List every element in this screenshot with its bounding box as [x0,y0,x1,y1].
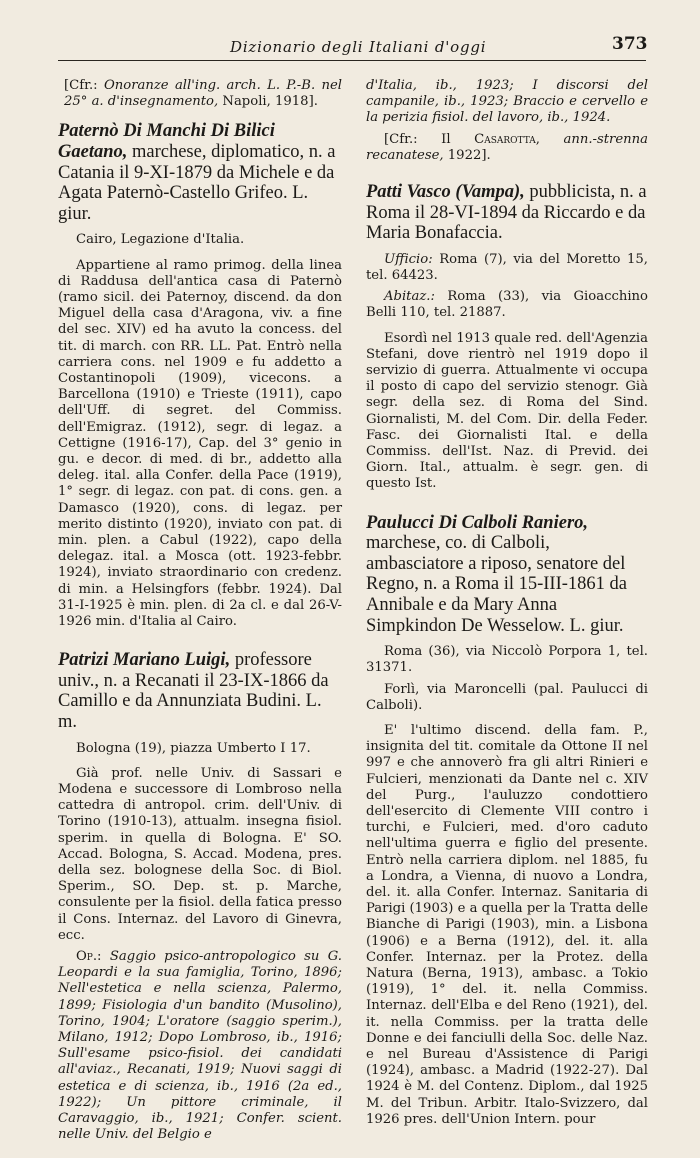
header-title: Dizionario degli Italiani d'oggi [230,38,487,56]
entry-name: Patrizi Mariano Luigi, [58,650,231,671]
home-address: Roma (33), via Gioacchino Belli 110, tel. 21887. [366,289,648,321]
continued-reference [366,132,648,164]
right-column [366,78,648,1142]
home-label: Abitaz.: [384,289,435,305]
entry-home [366,289,648,321]
entry-name: Paternò Di Manchi Di Bilici Gaetano, [58,121,275,162]
office-label: Ufficio: [384,251,433,267]
reference-lead: [Cfr.: [64,78,98,93]
entry-patrizi [58,650,342,1143]
works-list: Saggio psico-antropologico su G. Leopardi e la sua famiglia, Torino, 1896; Nell'estetica e nella scienza, Palermo, 1899; Fisiologia d'un bandito (Musolino), Torino, 1904; L'oratore (saggio sperim.), Milano, 1912; Dopo Lombroso, ib., 1916; Sull'esame psico-fisiol. dei candidati all'aviaz., Recanati, 1919; Nuovi saggi di estetica e di scienza, ib., 1916 (2a ed., 1922); Un pittore criminale, il Caravaggio, ib., 1921; Confer. scient. nelle Univ. del Belgio e [58,949,342,1143]
continued-works: d'Italia, ib., 1923; I discorsi del campanile, ib., 1923; Braccio e cervello e la perizia fisiol. del lavoro, ib., 1924. [366,78,648,126]
entry-biography: Già prof. nelle Univ. di Sassari e Modena e successore di Lombroso nella cattedra di antropol. crim. dell'Univ. di Torino (1910-13), attualm. insegna fisiol. sperim. in quella di Bologna. E' SO. Accad. Bologna, S. Accad. Modena, pres. della sez. bolognese della Soc. di Biol. Sperim., SO. Dep. st. p. Marche, consulente per la fisiol. della fatica presso il Cons. Internaz. del Lavoro di Ginevra, ecc. [58,765,342,943]
header-rule [58,60,646,61]
entry-biography: E' l'ultimo discend. della fam. P., insignita del tit. comitale da Ottone II nel 997 e che annoverò fra gli altri Rinieri e Fulcieri, menzionati da Dante nel c. XIV del Purg., l'auluzzo condottiero dell'esercito di Clemente VIII contro i turchi, e Fulcieri, med. d'oro caduto nell'ultima guerra e figlio del presente. Entrò nella carriera diplom. nel 1885, fu a Londra, a Vienna, di nuovo a Londra, del. it. alla Confer. Internaz. Sanitaria di Parigi (1903) e a quella per la Tratta delle Bianche di Parigi (1903), min. a Lisbona (1906) e a Berna (1912), del. it. alla Confer. Internaz. per la Protez. della Natura (Berna, 1913), ambasc. a Tokio (1919), 1° del. it. nella Commiss. Internaz. dell'Elba e del Reno (1921), del. it. nella Commiss. per la tratta delle Donne e dei fanciulli della Soc. delle Naz. e nel Bureau d'Assistence di Parigi (1924), ambasc. a Madrid (1922-27). Dal 1924 è M. del Contenz. Diplom., dal 1925 M. del Tribun. Arbitr. Italo-Svizzero, dal 1926 pres. dell'Union Intern. pour [366,723,648,1127]
entry-summary: marchese, diplomatico, n. a Catania il 9-XI-1879 da Michele e da Agata Paternò-Castello Grifeo. L. giur. [58,142,336,224]
continued-reference [58,78,342,110]
entry-address: Cairo, Legazione d'Italia. [76,232,245,248]
reference-author: Casarotta, [474,131,540,147]
entry-heading [58,650,342,732]
entry-name: Paulucci Di Calboli Raniero, [366,512,589,533]
running-header [0,0,700,60]
reference-place: Napoli, 1918]. [222,94,318,110]
entry-works [58,949,342,1143]
entry-address: Bologna (19), piazza Umberto I 17. [76,740,311,756]
reference-lead: [Cfr.: Il [384,131,451,147]
entry-biography: Esordì nel 1913 quale red. dell'Agenzia Stefani, dove rientrò nel 1919 dopo il servizio di guerra. Attualmente vi occupa il posto di capo del servizio stenogr. Già segr. della sez. di Roma del Sind. Giornalisti, M. del Com. Dir. della Feder. Fasc. dei Giornalisti Ital. e della Commiss. dell'Ist. Naz. di Previd. dei Giorn. Ital., attualm. è segr. gen. di questo Ist. [366,330,648,492]
entry-summary: professore univ., n. a Recanati il 23-IX-1866 da Camillo e da Annunziata Budini. L. m. [58,650,329,733]
entry-office [366,252,648,284]
entry-heading [366,182,648,244]
entry-name: Patti Vasco (Vampa), [366,182,525,203]
entry-summary: marchese, co. di Calboli, ambasciatore a riposo, senatore del Regno, n. a Roma il 15-III-1861 da Annibale e da Mary Anna Simpkindon De Wesselow. L. giur. [366,533,627,636]
entry-heading [58,121,342,224]
office-address: Roma (7), via del Moretto 15, tel. 64423. [366,251,648,283]
entry-paulucci [366,513,648,1128]
works-label: Op.: [76,949,102,965]
entry-address: Roma (36), via Niccolò Porpora 1, tel. 31371. [366,644,648,676]
reference-title: ann.-strenna recanatese, [366,131,648,163]
entry-paterno [58,121,342,630]
reference-title: Onoranze all'ing. arch. L. P.-B. nel 25° a. d'insegnamento, [64,78,342,110]
entry-biography: Appartiene al ramo primog. della linea di Raddusa dell'antica casa di Paternò (ramo sicil. dei Paternoy, discend. da don Miguel della casa d'Aragona, viv. a fine del sec. XIV) ed ha avuto la concess. del tit. di march. con RR. LL. Pat. Entrò nella carriera cons. nel 1909 e fu addetto a Costantinopoli (1909), vicecons. a Barcellona (1910) e Trieste (1911), capo dell'Uff. di segret. del Commiss. dell'Emigraz. (1912), segr. di legaz. a Cettigne (1916-17), Cap. del 3° genio in gu. e decor. di med. di br., addetto alla deleg. ital. alla Confer. della Pace (1919), 1° segr. di legaz. con pat. di cons. gen. a Damasco (1920), cons. di legaz. per merito distinto (1920), inviato con pat. di min. plen. a Cabul (1922), capo della delegaz. ital. a Mosca (ott. 1923-febbr. 1924), inviato straordinario con credenz. di min. a Helsingfors (febbr. 1924). Dal 31-I-1925 è min. plen. di 2a cl. e dal 26-V-1926 min. d'Italia al Cairo. [58,257,342,630]
entry-summary: pubblicista, n. a Roma il 28-VI-1894 da Riccardo e da Maria Bonafaccia. [366,182,647,244]
entry-address-secondary: Forlì, via Maroncelli (pal. Paulucci di Calboli). [366,681,648,713]
page-number: 373 [612,34,648,54]
left-column [58,78,342,1158]
reference-year: 1922]. [447,147,491,163]
entry-heading [366,513,648,637]
entry-patti [366,182,648,493]
